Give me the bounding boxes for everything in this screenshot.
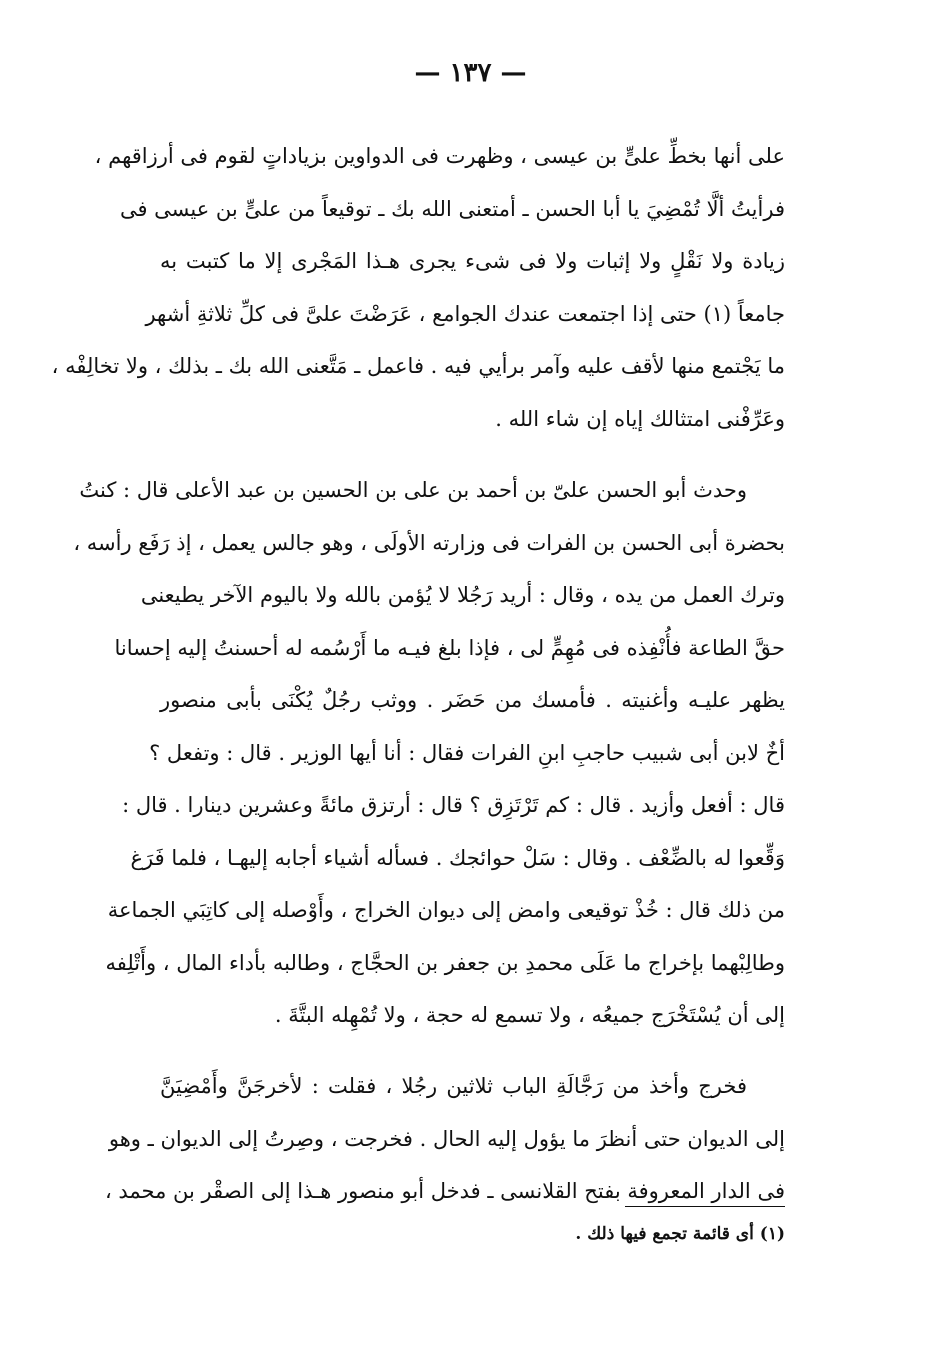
paragraph-1 — [51, 130, 785, 445]
paragraph-2 — [73, 464, 785, 1042]
text-line: قال : أفعل وأزيد . قال : كم تَرْتَزِق ؟ قال : أرتزق مائةً وعشرين دينارا . قال : — [122, 793, 785, 817]
text-line: وترك العمل من يده ، وقال : أريد رَجُلا لا يُؤمن بالله ولا باليوم الآخر يطيعنى — [140, 583, 785, 607]
text-line: وطالِبْهما بإخراج ما عَلَى محمدِ بن جعفر بن الحجَّاج ، وطالبه بأداء المال ، وأَتْلِفه — [105, 950, 785, 975]
text-line: من ذلك قال : خُذْ توقيعى وامض إلى ديوان الخراج ، وأَوْصله إلى كاتِبَي الجماعة — [107, 898, 785, 922]
text-line: يظهر عليـه وأغنيته . فأمسك من حَضَر . ووثب رجُلٌ يُكْنَى بأبى منصور — [160, 688, 785, 712]
text-line: جامعاً (١) حتى إذا اجتمعت عندك الجوامع ، عَرَضْتَ علىَّ فى كلِّ ثلاثةِ أشهر — [145, 301, 785, 326]
text-line: أخٌ لابن أبى شبيب حاجبِ ابنِ الفرات فقال : أنا أيها الوزير . قال : وتفعل ؟ — [149, 740, 785, 765]
footnote: (١) أى قائمة تجمع فيها ذلك . — [575, 1224, 785, 1244]
text-line: بحضرة أبى الحسن بن الفرات فى وزارته الأولَى ، وهو جالس يعمل ، إذ رَفَع رأسه ، — [73, 530, 785, 555]
text-line: ما يَجْتمع منها لأقف عليه وآمر برأيي فيه . فاعمل ـ مَتَّعنى الله بك ـ بذلك ، ولا تخالِفْه ، — [51, 354, 785, 378]
text-line: وحدث أبو الحسن علىّ بن أحمد بن على بن الحسين بن عبد الأعلى قال : كنتُ — [79, 478, 747, 502]
text-line: إلى الديوان حتى أنظرَ ما يؤول إليه الحال . فخرجت ، وصِرتُ إلى الديوان ـ وهو — [108, 1126, 785, 1151]
text-line: فخرج وأخذ من رَجَّالَةِ الباب ثلاثين رجُلا ، فقلت : لأخرجَنَّ وأَمْضِيَنَّ — [160, 1074, 747, 1098]
text-line: فى الدار المعروفة بفتح القلانسى ـ فدخل أبو منصور هـذا إلى الصقْر بن محمد ، — [104, 1179, 785, 1203]
text-line: حقَّ الطاعة فأُنْفِذه فى مُهِمٍّ لى ، فإذا بلغ فيـه ما أَرْسُمه له أحسنتُ إليه إحسانا — [114, 635, 785, 660]
page-number: — ١٣٧ — — [414, 58, 527, 88]
text-line: إلى أن يُسْتَخْرَج جميعُه ، ولا تسمع له حجة ، ولا تُمْهِله البتَّةَ . — [274, 1003, 785, 1027]
text-line: زيادة ولا نَقْلٍ ولا إثبات ولا فى شىء يجرى هـذا المَجْرى إلا ما كتبت به — [160, 249, 785, 273]
text-line: وعَرِّفْنى امتثالك إياه إن شاء الله . — [495, 406, 785, 431]
text-line: فرأيتُ ألَّا تُمْضِيَ يا أبا الحسن ـ أمتعنى الله بك ـ توقيعاً من علىٍّ بن عيسى فى — [119, 196, 785, 221]
text-line: على أنها بخطِّ علىٍّ بن عيسى ، وظهرت فى الدواوين بزياداتٍ لقوم فى أرزاقهم ، — [94, 144, 785, 168]
paragraph-3 — [104, 1060, 785, 1218]
footnote-divider — [625, 1206, 785, 1207]
text-line: وَقِّعوا له بالضِّعْف . وقال : سَلْ حوائجك . فسأله أشياء أجابه إليهـا ، فلما فَرَغ — [130, 845, 785, 870]
